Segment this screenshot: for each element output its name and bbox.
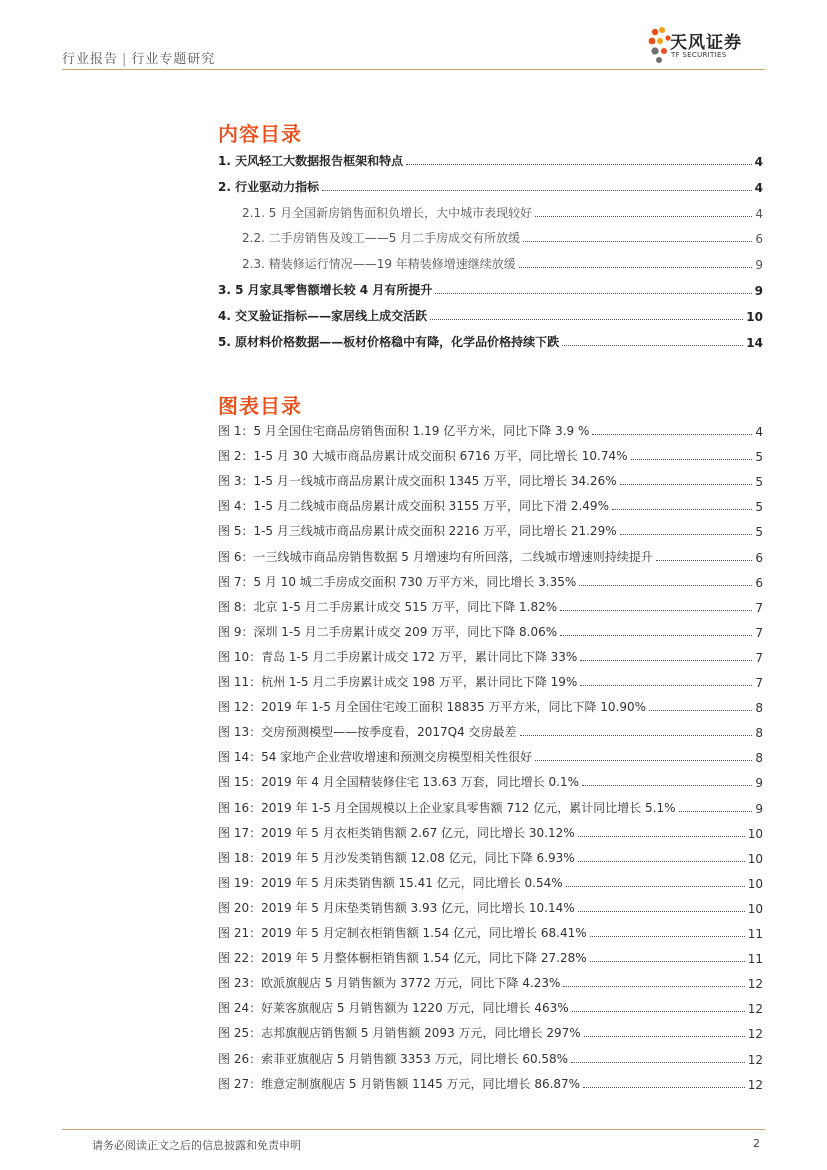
toc-entry-label: 5. 原材料价格数据——板材价格稳中有降，化学品价格持续下跌	[218, 334, 560, 349]
figure-entry[interactable]	[218, 1074, 763, 1092]
footer-disclaimer: 请务必阅读正文之后的信息披露和免责申明	[92, 1139, 301, 1152]
figure-entry-label: 图 10：青岛 1-5 月二手房累计成交 172 万平，累计同比下降 33%	[218, 649, 578, 664]
figure-entry-page: 7	[755, 676, 763, 690]
figure-entry[interactable]	[218, 898, 763, 916]
figure-entry-label: 图 25：志邦旗舰店销售额 5 月销售额 2093 万元，同比增长 297%	[218, 1026, 581, 1041]
figure-entry-page: 8	[755, 701, 763, 716]
figure-entry[interactable]	[218, 521, 763, 539]
page-number: 2	[753, 1137, 760, 1150]
figure-entry-page: 5	[755, 525, 763, 540]
toc-entry-page: 4	[755, 206, 763, 221]
figure-entry-page: 12	[747, 1077, 763, 1092]
dot-leader	[430, 319, 743, 320]
toc-entry-page: 4	[754, 180, 763, 195]
figure-list-title: 图表目录	[218, 394, 302, 418]
dot-leader	[578, 836, 745, 837]
figure-entry-page: 4	[755, 425, 763, 439]
figure-entry-page: 6	[755, 550, 763, 565]
dot-leader	[566, 886, 745, 887]
figure-entry-page: 7	[755, 625, 763, 640]
toc-entry-label: 4. 交叉验证指标——家居线上成交活跃	[218, 308, 428, 323]
dot-leader	[590, 936, 745, 937]
dot-leader	[620, 484, 753, 485]
dot-leader	[535, 760, 752, 761]
figure-entry[interactable]	[218, 873, 763, 891]
dot-leader	[584, 1036, 745, 1037]
report-category: 行业报告	[62, 52, 119, 67]
figure-entry-label: 图 7：5 月 10 城二手房成交面积 730 万平方米，同比增长 3.35%	[218, 574, 577, 589]
figure-entry[interactable]	[218, 747, 763, 765]
dot-leader	[535, 216, 752, 217]
figure-entry-page: 9	[755, 801, 763, 816]
figure-entry-page: 12	[747, 1002, 763, 1017]
figure-entry-label: 图 23：欧派旗舰店 5 月销售额为 3772 万元，同比下降 4.23%	[218, 976, 561, 991]
dot-leader	[523, 241, 752, 242]
toc-entry-page: 14	[746, 335, 763, 350]
figure-entry-label: 图 14：54 家地产企业营收增速和预测交房模型相关性很好	[218, 750, 533, 765]
figure-entry[interactable]	[218, 446, 763, 464]
figure-entry[interactable]	[218, 471, 763, 489]
toc-entry-label: 3. 5 月家具零售额增长较 4 月有所提升	[218, 283, 433, 297]
toc-entry[interactable]	[242, 254, 763, 272]
figure-entry-page: 11	[747, 927, 763, 941]
dot-leader	[322, 190, 752, 191]
figure-entry-page: 7	[755, 650, 763, 665]
header-divider: |	[122, 52, 128, 67]
dot-leader	[612, 509, 752, 510]
dot-leader	[572, 1011, 745, 1012]
logo-name-cn: 天风证券	[670, 33, 742, 53]
figure-entry[interactable]	[218, 923, 763, 941]
dot-leader	[679, 811, 753, 812]
report-header	[62, 48, 215, 67]
toc-entry-page: 9	[754, 284, 763, 298]
dot-leader	[590, 961, 745, 962]
figure-entry-page: 12	[747, 977, 763, 992]
dot-leader	[582, 785, 752, 786]
figure-entry-page: 10	[747, 901, 763, 916]
dot-leader	[649, 710, 752, 711]
dot-leader	[592, 434, 752, 435]
logo-name-en: TF SECURITIES	[671, 51, 727, 59]
dot-leader	[583, 1087, 745, 1088]
toc-entry[interactable]	[218, 332, 763, 350]
figure-entry-page: 12	[747, 1027, 763, 1042]
figure-entry-label: 图 22：2019 年 5 月整体橱柜销售额 1.54 亿元，同比下降 27.28%	[218, 951, 587, 966]
figure-entry[interactable]	[218, 647, 763, 665]
figure-entry-label: 图 9：深圳 1-5 月二手房累计成交 209 万平，同比下降 8.06%	[218, 624, 558, 639]
figure-entry[interactable]	[218, 547, 763, 565]
figure-entry-page: 6	[755, 575, 763, 590]
figure-entry-page: 10	[747, 851, 763, 866]
figure-entry[interactable]	[218, 572, 763, 590]
figure-entry-label: 图 19：2019 年 5 月床类销售额 15.41 亿元，同比增长 0.54%	[218, 875, 563, 890]
dot-leader	[520, 735, 753, 736]
toc-entry[interactable]	[218, 280, 763, 298]
figure-entry-page: 8	[755, 726, 763, 741]
toc-entry-label: 2.3. 精装修运行情况——19 年精装修增速继续放缓	[242, 257, 516, 272]
figure-entry[interactable]	[218, 772, 763, 790]
figure-entry[interactable]	[218, 1023, 763, 1041]
figure-entry-label: 图 18：2019 年 5 月沙发类销售额 12.08 亿元，同比下降 6.93%	[218, 850, 575, 865]
figure-entry-label: 图 1：5 月全国住宅商品房销售面积 1.19 亿平方米，同比下降 3.9 %	[218, 424, 590, 438]
dot-leader	[435, 293, 751, 294]
figure-entry[interactable]	[218, 672, 763, 690]
dot-leader	[560, 610, 752, 611]
dot-leader	[578, 861, 745, 862]
figure-entry-page: 10	[747, 826, 763, 841]
dot-leader	[631, 459, 753, 460]
figure-entry-page: 8	[755, 751, 763, 766]
dot-leader	[580, 660, 752, 661]
dot-leader	[578, 911, 745, 912]
figure-entry[interactable]	[218, 722, 763, 740]
dot-leader	[563, 986, 744, 987]
figure-entry-page: 5	[755, 475, 763, 490]
figure-entry-label: 图 24：好莱客旗舰店 5 月销售额为 1220 万元，同比增长 463%	[218, 1001, 569, 1016]
dot-leader	[579, 585, 752, 586]
figure-entry-page: 7	[755, 600, 763, 615]
figure-entry[interactable]	[218, 622, 763, 640]
figure-entry[interactable]	[218, 1049, 763, 1067]
toc-entry-page: 4	[754, 155, 763, 169]
figure-entry[interactable]	[218, 697, 763, 715]
figure-entry[interactable]	[218, 421, 763, 439]
figure-entry-label: 图 20：2019 年 5 月床垫类销售额 3.93 亿元，同比增长 10.14%	[218, 900, 575, 915]
figure-entry-label: 图 21：2019 年 5 月定制衣柜销售额 1.54 亿元，同比增长 68.41%	[218, 926, 587, 940]
toc-entry-label: 1. 天风轻工大数据报告框架和特点	[218, 154, 404, 168]
figure-entry-page: 5	[755, 450, 763, 465]
figure-entry-label: 图 5：1-5 月三线城市商品房累计成交面积 2216 万平，同比增长 21.29%	[218, 524, 617, 539]
figure-entry-label: 图 12：2019 年 1-5 月全国住宅竣工面积 18835 万平方米，同比下降 10.90%	[218, 700, 647, 715]
dot-leader	[519, 267, 753, 268]
footer-divider-line	[62, 1129, 765, 1130]
figure-entry-label: 图 3：1-5 月一线城市商品房累计成交面积 1345 万平，同比增长 34.26%	[218, 474, 617, 489]
header-divider-line	[62, 69, 765, 70]
report-subcategory: 行业专题研究	[131, 52, 216, 67]
figure-entry[interactable]	[218, 948, 763, 966]
dot-leader	[580, 685, 752, 686]
toc-entry-page: 10	[746, 309, 763, 324]
dot-leader	[620, 534, 753, 535]
toc-entry[interactable]	[218, 177, 763, 195]
figure-entry-label: 图 27：维意定制旗舰店 5 月销售额 1145 万元，同比增长 86.87%	[218, 1076, 581, 1091]
figure-entry-page: 10	[747, 876, 763, 891]
figure-entry[interactable]	[218, 496, 763, 514]
dot-leader	[571, 1062, 745, 1063]
figure-entry-label: 图 13：交房预测模型——按季度看，2017Q4 交房最差	[218, 725, 517, 740]
toc-entry-label: 2.2. 二手房销售及竣工——5 月二手房成交有所放缓	[242, 231, 521, 246]
toc-entry[interactable]	[242, 203, 763, 221]
toc-title: 内容目录	[218, 122, 302, 146]
figure-entry-label: 图 4：1-5 月二线城市商品房累计成交面积 3155 万平，同比下滑 2.49%	[218, 499, 609, 514]
figure-entry[interactable]	[218, 973, 763, 991]
dot-leader	[656, 560, 753, 561]
figure-entry[interactable]	[218, 823, 763, 841]
figure-entry-label: 图 8：北京 1-5 月二手房累计成交 515 万平，同比下降 1.82%	[218, 599, 558, 614]
toc-entry[interactable]	[242, 228, 763, 246]
figure-entry-label: 图 6：一三线城市商品房销售数据 5 月增速均有所回落，二线城市增速则持续提升	[218, 549, 653, 564]
figure-entry-page: 9	[755, 776, 763, 791]
figure-entry[interactable]	[218, 597, 763, 615]
toc-entry-page: 9	[755, 258, 763, 273]
figure-entry-page: 11	[747, 952, 763, 967]
dot-leader	[560, 635, 752, 636]
figure-entry-label: 图 11：杭州 1-5 月二手房累计成交 198 万平，累计同比下降 19%	[218, 675, 578, 689]
toc-entry[interactable]	[218, 151, 763, 169]
dot-leader	[406, 164, 752, 165]
figure-entry-label: 图 15：2019 年 4 月全国精装修住宅 13.63 万套，同比增长 0.1%	[218, 775, 579, 790]
toc-entry[interactable]	[218, 306, 763, 324]
toc-entry-label: 2.1. 5 月全国新房销售面积负增长，大中城市表现较好	[242, 205, 533, 220]
figure-entry-page: 12	[747, 1052, 763, 1067]
figure-entry-label: 图 17：2019 年 5 月衣柜类销售额 2.67 亿元，同比增长 30.12%	[218, 825, 575, 840]
toc-entry-label: 2. 行业驱动力指标	[218, 179, 320, 194]
figure-entry[interactable]	[218, 798, 763, 816]
figure-entry[interactable]	[218, 998, 763, 1016]
dot-leader	[562, 345, 743, 346]
figure-entry[interactable]	[218, 848, 763, 866]
figure-entry-page: 5	[755, 500, 763, 515]
figure-entry-label: 图 16：2019 年 1-5 月全国规模以上企业家具零售额 712 亿元，累计同比增长 5.1%	[218, 800, 676, 815]
toc-entry-page: 6	[755, 232, 763, 247]
figure-entry-label: 图 2：1-5 月 30 大城市商品房累计成交面积 6716 万平，同比增长 10.74%	[218, 449, 628, 464]
figure-entry-label: 图 26：索菲亚旗舰店 5 月销售额 3353 万元，同比增长 60.58%	[218, 1051, 569, 1066]
